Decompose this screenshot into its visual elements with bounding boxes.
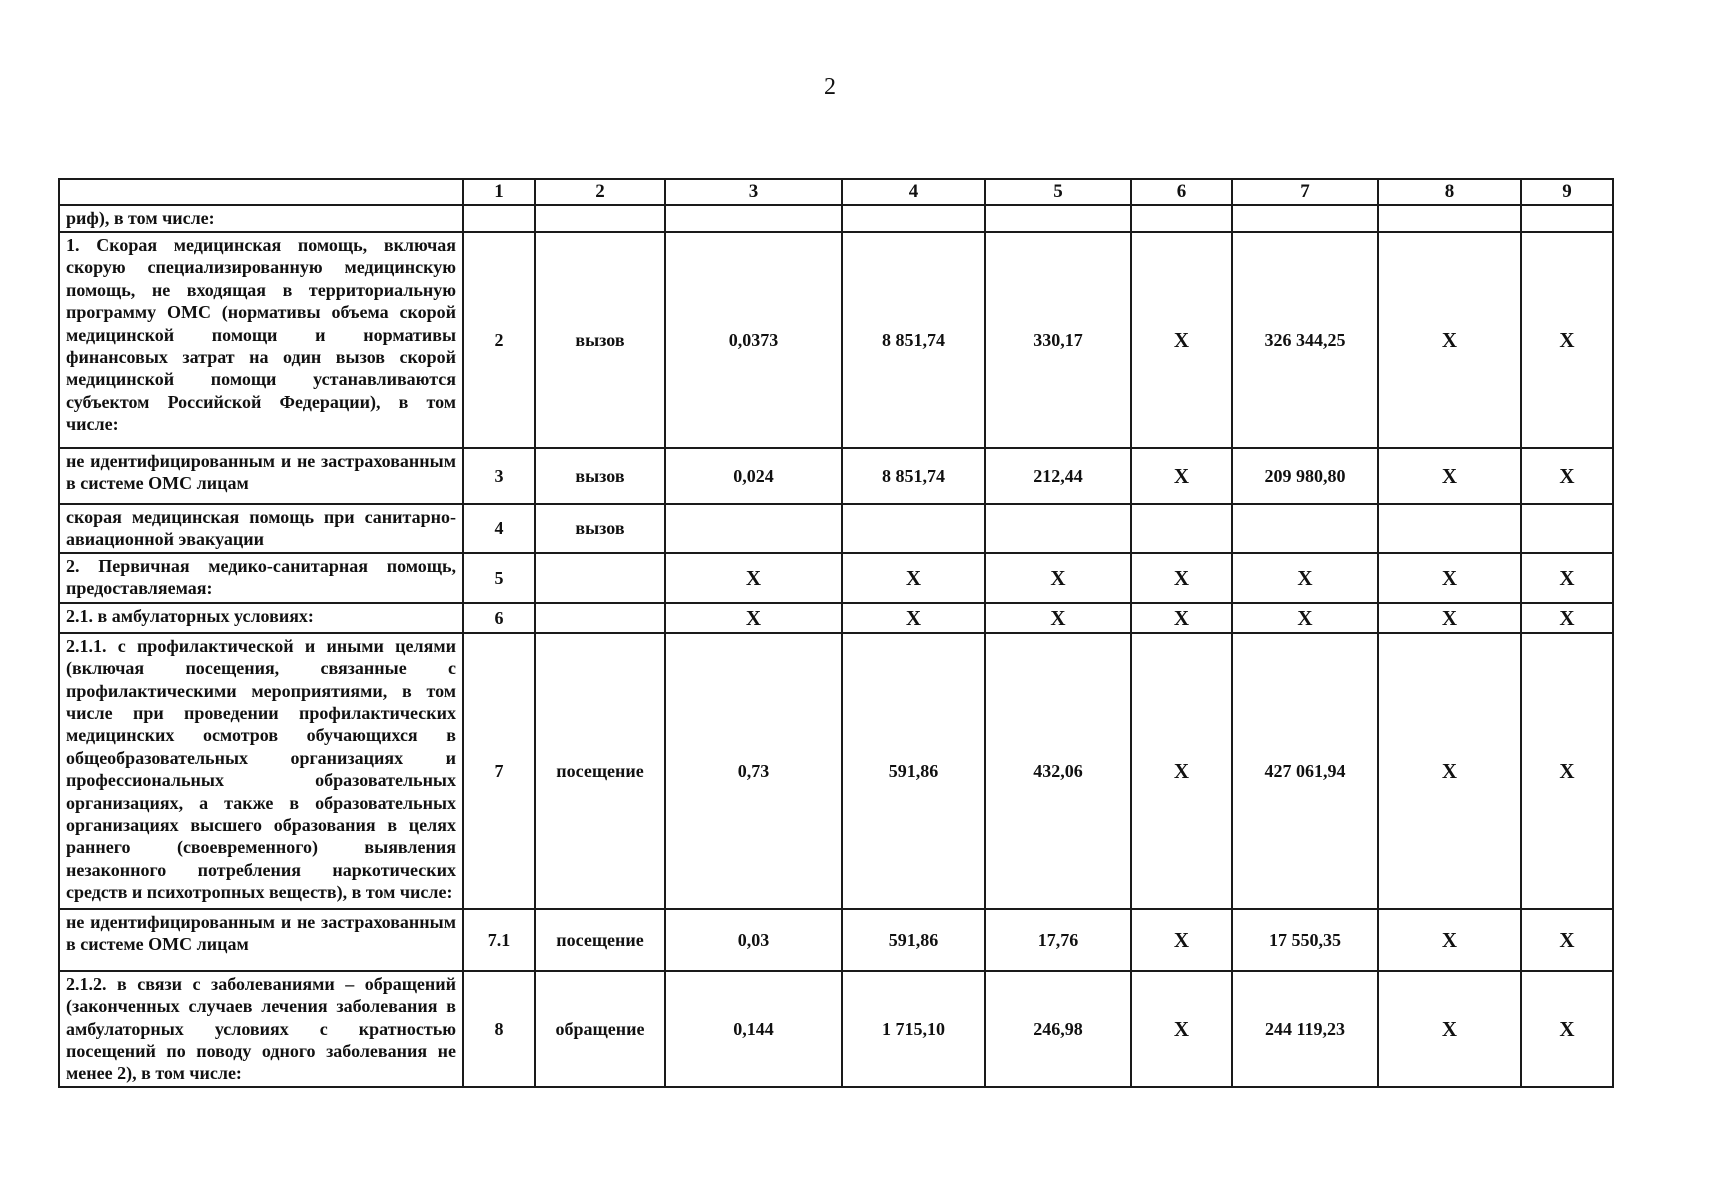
- row-description: не идентифицированным и не застрахованным в системе ОМС лицам: [59, 909, 463, 971]
- cell-col3: 0,144: [665, 971, 842, 1087]
- cell-col4: 8 851,74: [842, 448, 985, 504]
- row-description: 1. Скорая медицинская помощь, включая скорую специализированную медицинскую помощь, не входящая в территориальную программу ОМС (нормативы объема скорой медицинской помощи и нормативы финансовых затрат на один вызов скорой медицинской помощи устанавливаются субъектом Российской Федерации), в том числе:: [59, 232, 463, 448]
- cell-col8: Х: [1378, 971, 1521, 1087]
- cell-col7: Х: [1232, 603, 1378, 633]
- cell-col3: 0,03: [665, 909, 842, 971]
- cell-col7: 17 550,35: [1232, 909, 1378, 971]
- cell-col7: 326 344,25: [1232, 232, 1378, 448]
- row-description: риф), в том числе:: [59, 205, 463, 232]
- row-number: [463, 205, 535, 232]
- cell-col9: Х: [1521, 232, 1613, 448]
- cell-col3: Х: [665, 603, 842, 633]
- cell-col5: [985, 504, 1131, 553]
- row-unit: вызов: [535, 232, 665, 448]
- cell-col4: [842, 205, 985, 232]
- cell-col6: Х: [1131, 909, 1232, 971]
- row-description: скорая медицинская помощь при санитарно-авиационной эвакуации: [59, 504, 463, 553]
- table-row: [59, 448, 1613, 504]
- cell-col6: Х: [1131, 553, 1232, 603]
- row-description: 2.1.2. в связи с заболеваниями – обращений (законченных случаев лечения заболевания в амбулаторных условиях с кратностью посещений по поводу одного заболевания не менее 2), в том числе:: [59, 971, 463, 1087]
- table-row: [59, 909, 1613, 971]
- cell-col6: Х: [1131, 633, 1232, 909]
- cell-col6: [1131, 205, 1232, 232]
- cell-col9: [1521, 504, 1613, 553]
- row-number: 7.1: [463, 909, 535, 971]
- cell-col8: Х: [1378, 633, 1521, 909]
- cell-col5: 246,98: [985, 971, 1131, 1087]
- cell-col8: Х: [1378, 448, 1521, 504]
- cell-col5: Х: [985, 603, 1131, 633]
- row-description: 2. Первичная медико-санитарная помощь, предоставляемая:: [59, 553, 463, 603]
- cell-col4: [842, 504, 985, 553]
- cell-col9: [1521, 205, 1613, 232]
- header-cell: 3: [665, 179, 842, 205]
- row-unit: посещение: [535, 633, 665, 909]
- row-unit: вызов: [535, 504, 665, 553]
- header-cell: 6: [1131, 179, 1232, 205]
- cell-col9: Х: [1521, 553, 1613, 603]
- table-row: [59, 971, 1613, 1087]
- cell-col4: Х: [842, 553, 985, 603]
- row-number: 2: [463, 232, 535, 448]
- row-description: 2.1.1. с профилактической и иными целями (включая посещения, связанные с профилактическими мероприятиями, в том числе при проведении профилактических медицинских осмотров обучающихся в общеобразовательных организациях и профессиональных образовательных организациях, а также в образовательных организациях высшего образования в целях раннего (своевременного) выявления незаконного потребления наркотических средств и психотропных веществ), в том числе:: [59, 633, 463, 909]
- row-unit: обращение: [535, 971, 665, 1087]
- cell-col4: 8 851,74: [842, 232, 985, 448]
- cell-col6: Х: [1131, 232, 1232, 448]
- row-unit: посещение: [535, 909, 665, 971]
- cell-col7: 209 980,80: [1232, 448, 1378, 504]
- cell-col8: Х: [1378, 603, 1521, 633]
- row-description: не идентифицированным и не застрахованным в системе ОМС лицам: [59, 448, 463, 504]
- cell-col5: [985, 205, 1131, 232]
- cell-col3: [665, 504, 842, 553]
- cell-col5: 330,17: [985, 232, 1131, 448]
- cell-col8: [1378, 504, 1521, 553]
- row-number: 7: [463, 633, 535, 909]
- cell-col6: [1131, 504, 1232, 553]
- cell-col4: 591,86: [842, 633, 985, 909]
- table-row: [59, 553, 1613, 603]
- cell-col9: Х: [1521, 603, 1613, 633]
- cell-col9: Х: [1521, 448, 1613, 504]
- cell-col3: 0,73: [665, 633, 842, 909]
- cell-col5: 432,06: [985, 633, 1131, 909]
- row-number: 8: [463, 971, 535, 1087]
- cell-col9: Х: [1521, 633, 1613, 909]
- cell-col5: Х: [985, 553, 1131, 603]
- cell-col4: 591,86: [842, 909, 985, 971]
- cell-col3: [665, 205, 842, 232]
- table-row: [59, 633, 1613, 909]
- cell-col8: Х: [1378, 909, 1521, 971]
- cell-col7: [1232, 504, 1378, 553]
- cell-col7: 244 119,23: [1232, 971, 1378, 1087]
- header-cell: 5: [985, 179, 1131, 205]
- header-cell: 4: [842, 179, 985, 205]
- header-cell: [59, 179, 463, 205]
- header-cell: 7: [1232, 179, 1378, 205]
- table-header-row: [59, 179, 1613, 205]
- cell-col6: Х: [1131, 603, 1232, 633]
- cell-col8: Х: [1378, 553, 1521, 603]
- cell-col8: [1378, 205, 1521, 232]
- row-number: 6: [463, 603, 535, 633]
- cell-col3: 0,024: [665, 448, 842, 504]
- cell-col3: 0,0373: [665, 232, 842, 448]
- row-description: 2.1. в амбулаторных условиях:: [59, 603, 463, 633]
- data-table: [58, 178, 1614, 1088]
- table-row: [59, 603, 1613, 633]
- row-unit: [535, 205, 665, 232]
- cell-col6: Х: [1131, 971, 1232, 1087]
- cell-col9: Х: [1521, 909, 1613, 971]
- row-number: 4: [463, 504, 535, 553]
- row-number: 3: [463, 448, 535, 504]
- row-number: 5: [463, 553, 535, 603]
- table-row: [59, 232, 1613, 448]
- cell-col7: [1232, 205, 1378, 232]
- header-cell: 2: [535, 179, 665, 205]
- table-row: [59, 205, 1613, 232]
- header-cell: 9: [1521, 179, 1613, 205]
- header-cell: 8: [1378, 179, 1521, 205]
- cell-col4: 1 715,10: [842, 971, 985, 1087]
- row-unit: [535, 603, 665, 633]
- cell-col4: Х: [842, 603, 985, 633]
- page-number: 2: [824, 74, 836, 100]
- cell-col9: Х: [1521, 971, 1613, 1087]
- table-row: [59, 504, 1613, 553]
- cell-col3: Х: [665, 553, 842, 603]
- cell-col5: 17,76: [985, 909, 1131, 971]
- cell-col6: Х: [1131, 448, 1232, 504]
- cell-col7: 427 061,94: [1232, 633, 1378, 909]
- cell-col5: 212,44: [985, 448, 1131, 504]
- header-cell: 1: [463, 179, 535, 205]
- cell-col8: Х: [1378, 232, 1521, 448]
- cell-col7: Х: [1232, 553, 1378, 603]
- row-unit: вызов: [535, 448, 665, 504]
- row-unit: [535, 553, 665, 603]
